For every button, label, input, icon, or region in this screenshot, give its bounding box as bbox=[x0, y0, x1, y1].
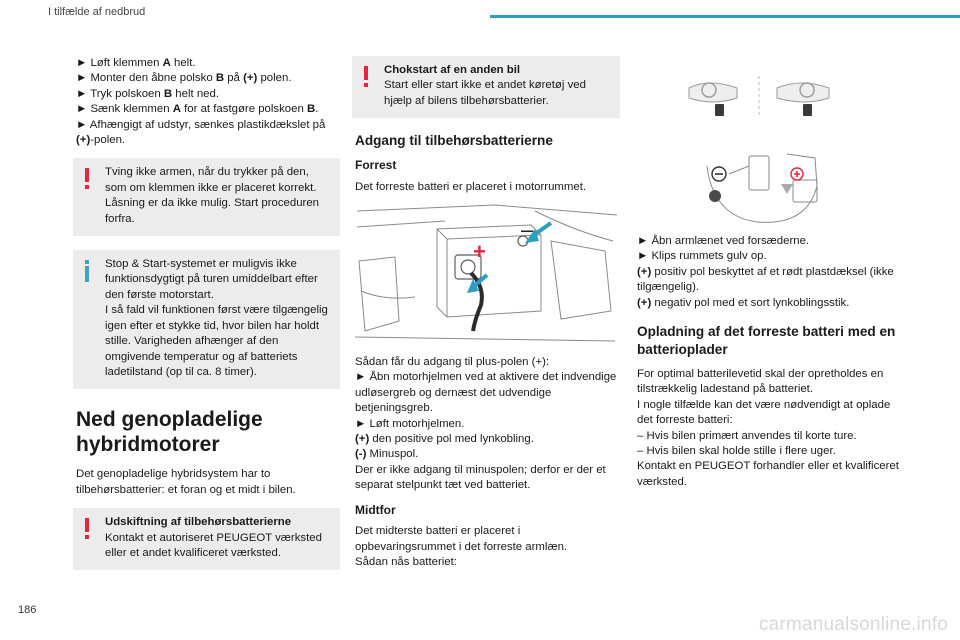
minus-label: – bbox=[521, 217, 534, 243]
warning-icon bbox=[83, 168, 91, 190]
armrest-step-2: ► Klips rummets gulv op. bbox=[637, 250, 767, 263]
step-4: ► Sænk klemmen A for at fastgøre polskoen B. bbox=[76, 103, 319, 116]
warning-box-replacement bbox=[73, 508, 340, 570]
engine-bay-battery-illustration bbox=[355, 201, 619, 347]
charging-text-1: For optimal batterilevetid skal der opretholdes en tilstrækkelig ladestand på batteriet. bbox=[637, 368, 884, 396]
page-number: 186 bbox=[18, 604, 37, 616]
front-text: Det forreste batteri er placeret i motorrummet. bbox=[355, 180, 587, 193]
warning-icon bbox=[83, 518, 91, 540]
access-line-2: ► Åbn motorhjelmen ved at aktivere det indvendige udløsergreb og dernæst det udvendige betjeningsgreb. bbox=[355, 371, 617, 415]
subtitle-front: Forrest bbox=[355, 158, 397, 173]
access-line-5: (-) Minuspol. bbox=[355, 448, 419, 461]
column-3 bbox=[637, 56, 902, 490]
warning-text: Tving ikke armen, når du trykker på den, som om klemmen ikke er placeret korrekt. Låsning er da ikke mulig. Start proceduren forfra. bbox=[105, 166, 320, 225]
access-line-4: (+) den positive pol med lynkobling. bbox=[355, 433, 534, 446]
warning-title: Chokstart af en anden bil bbox=[384, 64, 521, 76]
access-line-6: Der er ikke adgang til minuspolen; derfor er der et separat stelpunkt tæt ved batteriet. bbox=[355, 463, 606, 492]
step-5: ► Afhængigt af udstyr, sænkes plastikdækslet på (+)-polen. bbox=[76, 118, 326, 147]
charging-text-2: I nogle tilfælde kan det være nødvendigt at oplade det forreste batteri: bbox=[637, 398, 891, 427]
armrest-battery-illustration bbox=[637, 66, 901, 226]
armrest-step-4: (+) negativ pol med et sort lynkoblingsstik. bbox=[637, 296, 850, 309]
charging-text-3: – Hvis bilen primært anvendes til korte ture. bbox=[637, 429, 857, 442]
watermark: carmanualsonline.info bbox=[758, 614, 948, 635]
info-text: Stop & Start-systemet er muligvis ikke funktionsdygtigt på turen umiddelbart efter den første motorstart. I så fald vil funktionen først være tilgængelig igen efter et stykke tid, hvor bilen har holdt stille. Varigheden afhænger af den omgivende temperatur og af batteriets ladetilstand (op til ca. 8 timer). bbox=[105, 258, 328, 378]
warning-text: Start eller start ikke et andet køretøj ved hjælp af bilens tilbehørsbatterier. bbox=[384, 79, 586, 107]
section-title-access: Adgang til tilbehørsbatterierne bbox=[355, 133, 553, 149]
column-2 bbox=[355, 56, 620, 570]
info-icon bbox=[83, 260, 91, 282]
access-line-1: Sådan får du adgang til plus-polen (+): bbox=[355, 356, 550, 369]
step-3: ► Tryk polskoen B helt ned. bbox=[76, 87, 219, 100]
step-1: ► Løft klemmen A helt. bbox=[76, 57, 196, 69]
step-2: ► Monter den åbne polsko B på (+) polen. bbox=[76, 72, 292, 85]
column-1 bbox=[76, 56, 340, 584]
hybrid-intro: Det genopladelige hybridsystem har to tilbehørsbatterier: et foran og et midt i bilen. bbox=[76, 468, 296, 496]
plus-label: + bbox=[473, 239, 486, 265]
hybrid-heading: Ned genopladelige hybridmotorer bbox=[76, 408, 263, 457]
charging-text-5: Kontakt en PEUGEOT forhandler eller et kvalificeret værksted. bbox=[637, 460, 899, 488]
header-accent-bar bbox=[490, 15, 960, 18]
info-box-stop-start bbox=[73, 250, 340, 389]
access-line-3: ► Løft motorhjelmen. bbox=[355, 417, 465, 430]
section-title-charging: Opladning af det forreste batteri med en batterioplader bbox=[637, 324, 896, 358]
warning-text: Kontakt et autoriseret PEUGEOT værksted eller et andet kvalificeret værksted. bbox=[105, 531, 322, 559]
middle-text: Det midterste batteri er placeret i opbevaringsrummet i det forreste armlæn. Sådan nås batteriet: bbox=[355, 525, 568, 568]
warning-icon bbox=[362, 66, 370, 88]
armrest-step-1: ► Åbn armlænet ved forsæderne. bbox=[637, 235, 810, 247]
charging-text-4: – Hvis bilen skal holde stille i flere uger. bbox=[637, 445, 836, 458]
subtitle-middle: Midtfor bbox=[355, 502, 396, 517]
warning-box-jumpstart bbox=[352, 56, 620, 118]
warning-title: Udskiftning af tilbehørsbatterierne bbox=[105, 516, 292, 529]
chapter-title: I tilfælde af nedbrud bbox=[48, 6, 146, 18]
warning-box-lever bbox=[73, 158, 340, 236]
armrest-step-3: (+) positiv pol beskyttet af et rødt plastdæksel (ikke tilgængelig). bbox=[637, 265, 894, 294]
